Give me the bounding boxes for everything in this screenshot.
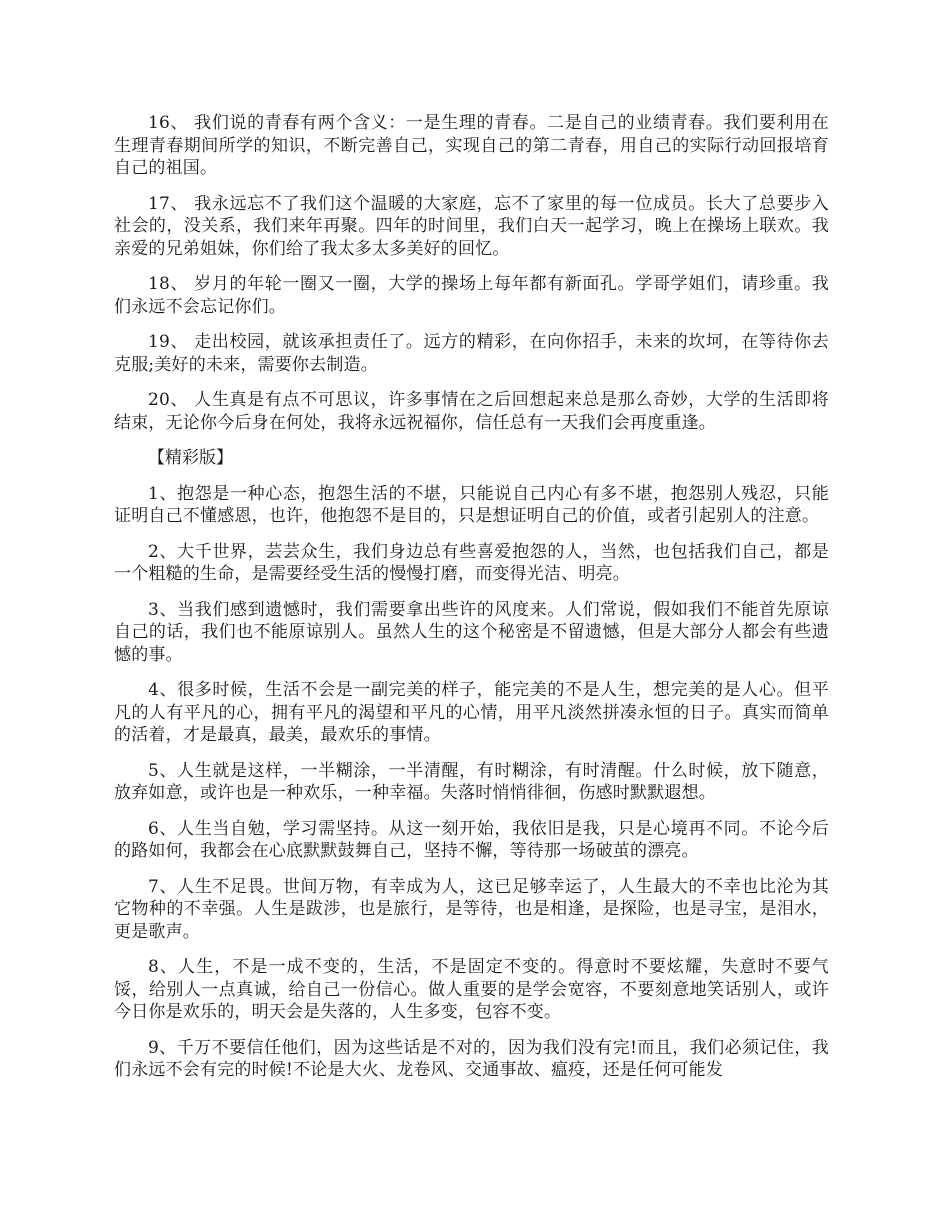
section-paragraph-8: 8、人生，不是一成不变的，生活，不是固定不变的。得意时不要炫耀，失意时不要气馁，给别人一点真诚，给自己一份信心。做人重要的是学会宽容，不要刻意地笑话别人，或许今日你是欢乐的，明天会是失落的，人生多变，包容不变。	[114, 957, 829, 1022]
section-paragraph-5: 5、人生就是这样，一半糊涂，一半清醒，有时糊涂，有时清醒。什么时候，放下随意，放弃如意，或许也是一种欢乐，一种幸福。失落时悄悄徘徊，伤感时默默遐想。	[114, 760, 829, 803]
section-paragraph-1: 1、抱怨是一种心态，抱怨生活的不堪，只能说自己内心有多不堪，抱怨别人残忍，只能证明自己不懂感恩，也许，他抱怨不是目的，只是想证明自己的价值，或者引起别人的注意。	[114, 483, 829, 526]
section-paragraph-3: 3、当我们感到遗憾时，我们需要拿出些许的风度来。人们常说，假如我们不能首先原谅自己的话，我们也不能原谅别人。虽然人生的这个秘密是不留遗憾，但是大部分人都会有些遗憾的事。	[114, 599, 829, 665]
paragraph-16: 16、 我们说的青春有两个含义：一是生理的青春。二是自己的业绩青春。我们要利用在生理青春期间所学的知识，不断完善自己，实现自己的第二青春，用自己的实际行动回报培育自己的祖国。	[114, 113, 829, 178]
paragraph-18: 18、 岁月的年轮一圈又一圈，大学的操场上每年都有新面孔。学哥学姐们，请珍重。我们永远不会忘记你们。	[114, 274, 829, 317]
section-title: 【精彩版】	[148, 448, 233, 468]
section-paragraph-7: 7、人生不足畏。世间万物，有幸成为人，这已足够幸运了，人生最大的不幸也比沦为其它物种的不幸强。人生是跋涉，也是旅行，是等待，也是相逢，是探险，也是寻宝，是泪水，更是歌声。	[114, 876, 829, 942]
section-paragraph-4: 4、很多时候，生活不会是一副完美的样子，能完美的不是人生，想完美的是人心。但平凡的人有平凡的心，拥有平凡的渴望和平凡的心情，用平凡淡然拼凑永恒的日子。真实而简单的活着，才是最真，最美，最欢乐的事情。	[114, 680, 829, 745]
section-paragraph-9: 9、千万不要信任他们，因为这些话是不对的，因为我们没有完!而且，我们必须记住，我们永远不会有完的时候!不论是大火、龙卷风、交通事故、瘟疫，还是任何可能发	[114, 1037, 829, 1080]
paragraph-17: 17、 我永远忘不了我们这个温暖的大家庭，忘不了家里的每一位成员。长大了总要步入社会的，没关系，我们来年再聚。四年的时间里，我们白天一起学习，晚上在操场上联欢。我亲爱的兄弟姐妹，你们给了我太多太多美好的回忆。	[114, 193, 829, 259]
section-paragraph-2: 2、大千世界，芸芸众生，我们身边总有些喜爱抱怨的人，当然，也包括我们自己，都是一个粗糙的生命，是需要经受生活的慢慢打磨，而变得光洁、明亮。	[114, 541, 829, 584]
document-body	[114, 112, 829, 1095]
section-paragraph-6: 6、人生当自勉，学习需坚持。从这一刻开始，我依旧是我，只是心境再不同。不论今后的路如何，我都会在心底默默鼓舞自己，坚持不懈，等待那一场破茧的漂亮。	[114, 818, 829, 861]
paragraph-19: 19、 走出校园，就该承担责任了。远方的精彩，在向你招手，未来的坎坷，在等待你去克服;美好的未来，需要你去制造。	[114, 332, 829, 375]
paragraph-20: 20、 人生真是有点不可思议，许多事情在之后回想起来总是那么奇妙，大学的生活即将结束，无论你今后身在何处，我将永远祝福你，信任总有一天我们会再度重逢。	[114, 390, 829, 433]
